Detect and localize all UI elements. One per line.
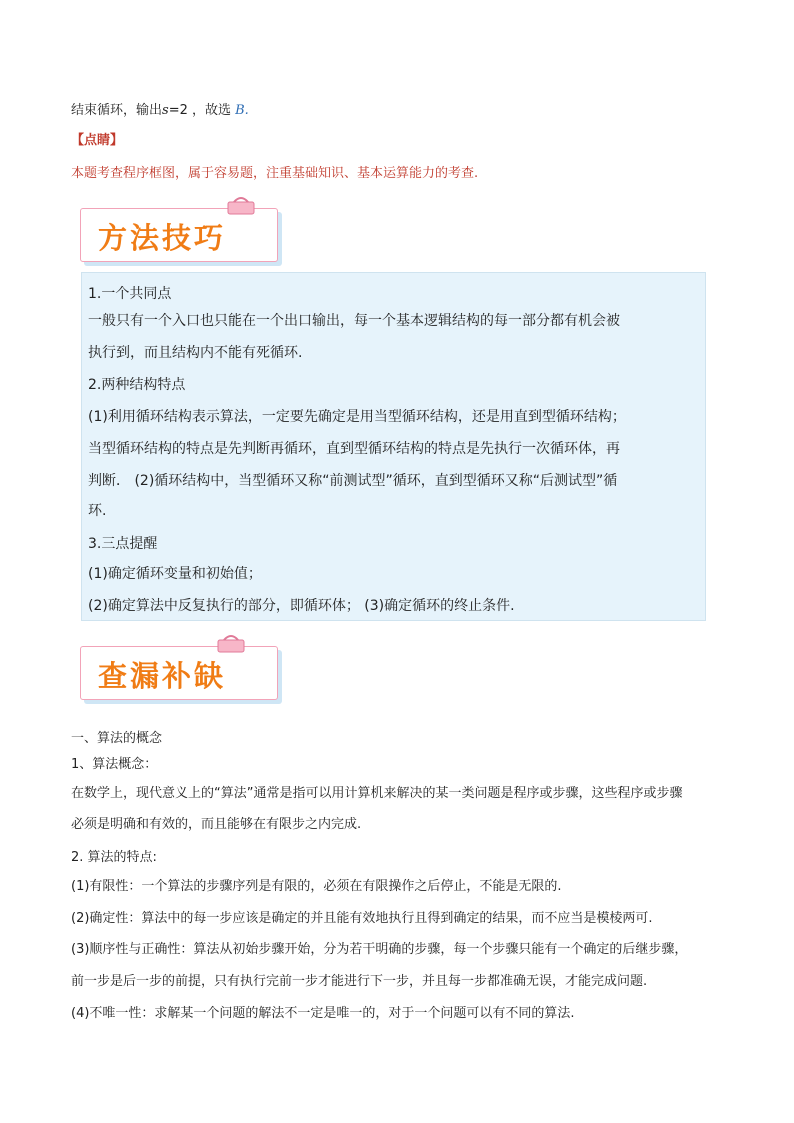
body-line: 1、算法概念：: [71, 757, 158, 772]
tips-line: 当型循环结构的特点是先判断再循环，直到型循环结构的特点是先执行一次循环体，再: [88, 441, 620, 457]
body-line: 必须是明确和有效的，而且能够在有限步之内完成.: [71, 817, 362, 832]
comment-heading: 【点睛】: [71, 133, 124, 148]
body-line: (2)确定性：算法中的每一步应该是确定的并且能有效地执行且得到确定的结果，而不应当是模棱两可.: [71, 911, 653, 926]
answer-text: 结束循环，输出: [71, 103, 163, 118]
paper-clip-icon: [224, 194, 258, 216]
tips-line: 判断． (2)循环结构中，当型循环又称“前测试型”循环，直到型循环又称“后测试型”循: [88, 473, 618, 489]
tips-line: 3.三点提醒: [88, 536, 158, 552]
section-banner-review: [74, 640, 279, 700]
tips-line: 执行到，而且结构内不能有死循环.: [88, 345, 303, 361]
tips-line: 1.一个共同点: [88, 286, 172, 302]
tips-line: 环.: [88, 503, 107, 519]
answer-option: B.: [235, 103, 249, 118]
tips-line: (1)确定循环变量和初始值；: [88, 566, 262, 582]
body-line: 2. 算法的特点:: [71, 850, 157, 865]
answer-conclusion: [71, 101, 249, 121]
tips-line: (1)利用循环结构表示算法，一定要先确定是用当型循环结构，还是用直到型循环结构；: [88, 409, 626, 425]
body-line: (1)有限性：一个算法的步骤序列是有限的，必须在有限操作之后停止，不能是无限的.: [71, 879, 562, 894]
body-line: (3)顺序性与正确性：算法从初始步骤开始，分为若干明确的步骤，每一个步骤只能有一个确定的后继步骤，: [71, 942, 688, 957]
answer-equation: =2 ，故选: [168, 103, 236, 118]
answer-variable: s: [162, 103, 169, 118]
body-line: 前一步是后一步的前提，只有执行完前一步才能进行下一步，并且每一步都准确无误，才能完成问题.: [71, 974, 648, 989]
tips-line: 2.两种结构特点: [88, 377, 186, 393]
tips-line: 一般只有一个入口也只能在一个出口输出，每一个基本逻辑结构的每一部分都有机会被: [88, 313, 620, 329]
section-banner-methods: [74, 202, 279, 262]
banner-title: 查漏补缺: [98, 659, 227, 693]
tips-line: (2)确定算法中反复执行的部分，即循环体； (3)确定循环的终止条件.: [88, 598, 515, 614]
body-line: 在数学上，现代意义上的“算法”通常是指可以用计算机来解决的某一类问题是程序或步骤，这些程序或步骤: [71, 786, 683, 801]
body-line: (4)不唯一性：求解某一个问题的解法不一定是唯一的，对于一个问题可以有不同的算法.: [71, 1006, 575, 1021]
comment-text: 本题考查程序框图，属于容易题，注重基础知识、基本运算能力的考查.: [71, 166, 479, 181]
paper-clip-icon: [214, 632, 248, 654]
body-line: 一、算法的概念: [71, 731, 163, 746]
banner-title: 方法技巧: [98, 221, 227, 255]
